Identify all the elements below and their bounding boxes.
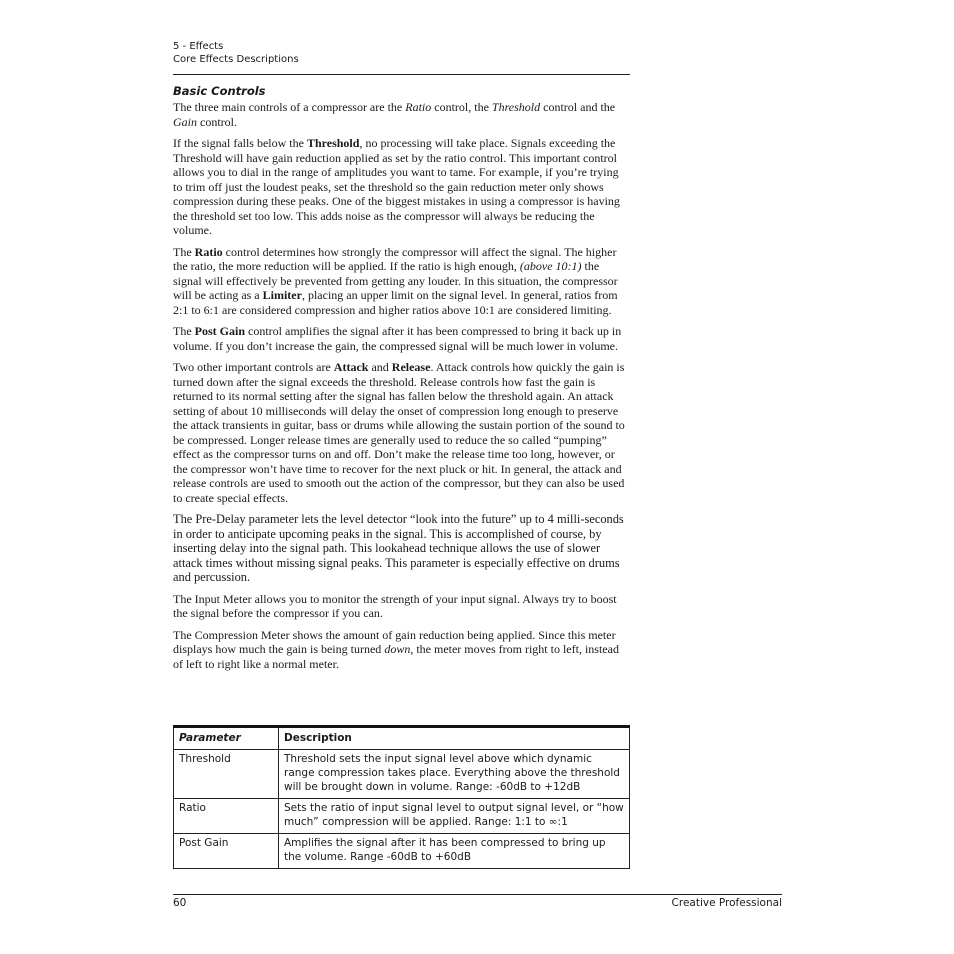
text-run: control determines how strongly the compressor will affect the signal. The higher the ratio, the more reduction will be applied. If the ratio is high enough,	[173, 244, 617, 273]
column-header-parameter: Parameter	[174, 727, 279, 750]
text-run: , no processing will take place. Signals exceeding the Threshold will have gain reduction applied as set by the ratio control. This important control allows you to dial in the range of amplitudes you want to tame. For example, if you’re trying to trim off just the loudest peaks, set the threshold so the gain reduction meter only shows compression during these peaks. One of the biggest mistakes in using a compressor is having the threshold set too low. This adds noise as the compressor will always be reducing the volume.	[173, 136, 620, 237]
emphasis-above-ratio: (above 10:1)	[519, 259, 582, 273]
text-run: The Compression Meter shows the amount of gain reduction being applied. Since this meter displays how much the gain is being turned	[173, 627, 616, 656]
emphasis-gain: Gain	[173, 114, 197, 129]
bold-release: Release	[391, 360, 431, 374]
text-run: The	[173, 324, 195, 338]
header-rule	[173, 74, 630, 75]
text-run: control.	[197, 114, 237, 129]
text-run: , the meter moves from right to left, instead of left to right like a normal meter.	[173, 642, 619, 671]
running-header	[173, 40, 299, 66]
footer-rule	[173, 894, 782, 895]
bold-attack: Attack	[333, 360, 369, 374]
paragraph-compression-meter	[173, 628, 630, 672]
paragraph-input-meter: The Input Meter allows you to monitor the strength of your input signal. Always try to boost the signal before the compressor if you can.	[173, 591, 617, 620]
text-run: The	[173, 244, 195, 259]
table-row	[174, 799, 630, 834]
text-run: , placing an upper limit on the signal level. In general, ratios from 2:1 to 6:1 are considered compression and higher ratios above 10:1 are considered limiting.	[173, 288, 618, 317]
emphasis-ratio: Ratio	[405, 100, 432, 114]
bold-threshold: Threshold	[306, 136, 360, 150]
emphasis-threshold: Threshold	[491, 100, 541, 114]
text-run: and	[368, 360, 392, 374]
table-row	[174, 834, 630, 869]
emphasis-down: down	[384, 642, 411, 656]
text-run: control, the	[431, 100, 492, 114]
cell-parameter: Post Gain	[174, 834, 279, 869]
page-number: 60	[173, 897, 187, 909]
text-run: Two other important controls are	[173, 360, 334, 374]
header-section: Core Effects Descriptions	[173, 54, 299, 65]
column-header-description: Description	[279, 727, 630, 750]
text-run: If the signal falls below the	[173, 136, 307, 150]
cell-description: Amplifies the signal after it has been compressed to bring up the volume. Range -60dB to +60dB	[279, 834, 630, 869]
footer-publisher: Creative Professional	[671, 897, 782, 909]
parameter-table	[173, 725, 630, 869]
header-chapter: 5 - Effects	[173, 41, 224, 52]
paragraph-post-gain	[173, 324, 630, 353]
text-run: control and the	[540, 100, 616, 114]
cell-parameter: Ratio	[174, 799, 279, 834]
table-header-row	[174, 727, 630, 750]
paragraph-pre-delay: The Pre-Delay parameter lets the level detector “look into the future” up to 4 milli-seconds in order to anticipate upcoming peaks in the signal. This is accomplished of course, by inserting delay into the signal path. This lookahead technique allows the use of slower attack times without missing signal peaks. This parameter is especially effective on drums and percussion.	[173, 512, 624, 584]
text-run: control amplifies the signal after it has been compressed to bring it back up in volume. If you don’t increase the gain, the compressed signal will be much lower in volume.	[173, 324, 622, 353]
cell-parameter: Threshold	[174, 750, 279, 799]
paragraph-threshold	[173, 136, 630, 238]
paragraph-intro	[173, 100, 630, 129]
paragraph-attack-release	[173, 360, 630, 505]
main-content	[173, 84, 630, 678]
cell-description: Threshold sets the input signal level above which dynamic range compression takes place. Everything above the threshold will be brought down in volume. Range: -60dB to +12dB	[279, 750, 630, 799]
paragraph-ratio	[173, 245, 630, 318]
text-run: The three main controls of a compressor are the	[173, 100, 406, 114]
section-title: Basic Controls	[173, 84, 266, 98]
text-run: . Attack controls how quickly the gain is turned down after the signal exceeds the threshold. Release controls how fast the gain is returned to its normal setting after the signal has fallen below the threshold again. An attack setting of about 10 milliseconds will delay the onset of compression long enough to preserve the attack transients in guitar, bass or drums while allowing the sustain portion of the sound to be compressed. Longer release times are generally used to reduce the so called “pumping” effect as the compressor turns on and off. Don’t make the release time too long, however, or the compressor won’t have time to recover for the next pluck or hit. In general, the attack and release controls are used to smooth out the action of the compressor, but they can also be used to create special effects.	[173, 360, 625, 505]
bold-limiter: Limiter	[262, 288, 302, 302]
bold-ratio: Ratio	[194, 244, 223, 259]
text-run: the signal will effectively be prevented from getting any louder. In this situation, the compressor will be acting as a	[173, 259, 618, 302]
cell-description: Sets the ratio of input signal level to output signal level, or “how much” compression will be applied. Range: 1:1 to ∞:1	[279, 799, 630, 834]
bold-post-gain: Post Gain	[194, 324, 245, 338]
table-row	[174, 750, 630, 799]
